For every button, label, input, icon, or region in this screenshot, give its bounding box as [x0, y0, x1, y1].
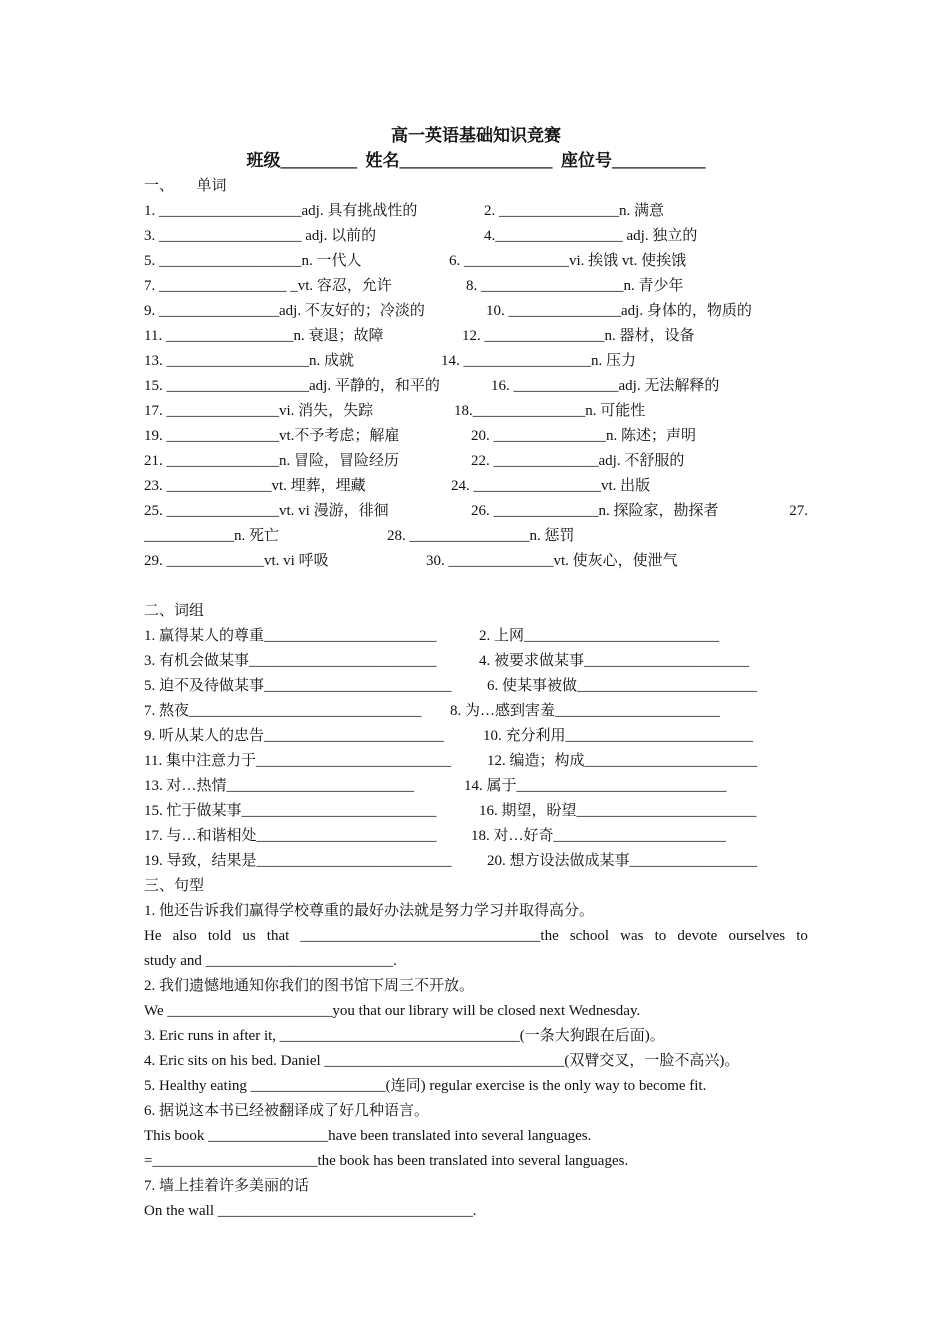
- vocab-item: 16. ______________adj. 无法解释的: [491, 378, 720, 394]
- sentence-word: ________________________________the: [300, 928, 559, 944]
- vocab-row: [144, 249, 808, 274]
- phrase-item: 12. 编造；构成_______________________: [487, 753, 758, 769]
- vocab-item: 22. ______________adj. 不舒服的: [471, 453, 685, 469]
- sentence-line: This book ________________have been translated into several languages.: [144, 1128, 592, 1144]
- vocab-item: 3. ___________________ adj. 以前的: [144, 228, 377, 244]
- sentence-line: 3. Eric runs in after it, ________________________________(一条大狗跟在后面)。: [144, 1028, 665, 1044]
- vocab-row: [144, 299, 808, 324]
- phrase-item: 1. 赢得某人的尊重_______________________: [144, 628, 437, 644]
- vocab-row: [144, 524, 808, 549]
- vocab-row: [144, 499, 808, 524]
- sentence-word: to: [654, 928, 667, 944]
- section-heading-vocab: 一、 单词: [144, 178, 227, 194]
- vocab-item: 17. _______________vi. 消失，失踪: [144, 403, 374, 419]
- vocab-item: 6. ______________vi. 挨饿 vt. 使挨饿: [449, 253, 687, 269]
- phrase-item: 10. 充分利用_________________________: [483, 728, 754, 744]
- vocab-item: 21. _______________n. 冒险，冒险经历: [144, 453, 400, 469]
- vocab-row: [144, 549, 808, 574]
- sentence-word: He: [144, 928, 162, 944]
- sentence-line: We ______________________you that our library will be closed next Wednesday.: [144, 1003, 641, 1019]
- vocab-item: 27.: [789, 503, 808, 519]
- vocab-item: 24. _________________vt. 出版: [451, 478, 651, 494]
- phrase-row: [144, 624, 808, 649]
- phrase-item: 18. 对…好奇_______________________: [471, 828, 727, 844]
- sentence-line: 5. Healthy eating __________________(连同) regular exercise is the only way to become fit.: [144, 1078, 707, 1094]
- phrase-item: 2. 上网__________________________: [479, 628, 720, 644]
- vocab-item: 18._______________n. 可能性: [454, 403, 646, 419]
- phrase-row: [144, 699, 808, 724]
- vocab-item: 8. ___________________n. 青少年: [466, 278, 684, 294]
- phrase-item: 11. 集中注意力于__________________________: [144, 753, 451, 769]
- vocab-item: 1. ___________________adj. 具有挑战性的: [144, 203, 418, 219]
- vocab-item: 4._________________ adj. 独立的: [484, 228, 698, 244]
- sentence-line: 4. Eric sits on his bed. Daniel ________________________________(双臂交叉，一脸不高兴)。: [144, 1053, 740, 1069]
- sentence-word: us: [242, 928, 256, 944]
- vocab-item: 12. ________________n. 器材，设备: [462, 328, 695, 344]
- vocab-row: [144, 449, 808, 474]
- vocab-list: [144, 199, 808, 574]
- phrase-row: [144, 749, 808, 774]
- sentence-word: ourselves: [728, 928, 786, 944]
- vocab-item: 26. ______________n. 探险家，勘探者: [471, 503, 719, 519]
- vocab-row: [144, 324, 808, 349]
- phrase-list: [144, 624, 808, 874]
- phrase-item: 14. 属于____________________________: [464, 778, 727, 794]
- sentence-line: =______________________the book has been translated into several languages.: [144, 1153, 629, 1169]
- sentence-line: [144, 924, 808, 949]
- vocab-item: 25. _______________vt. vi 漫游，徘徊: [144, 503, 389, 519]
- vocab-item: 30. ______________vt. 使灰心，使泄气: [426, 553, 678, 569]
- sentence-line: 6. 据说这本书已经被翻译成了好几种语言。: [144, 1103, 430, 1119]
- phrase-row: [144, 849, 808, 874]
- section-heading-sentences: 三、句型: [144, 878, 205, 894]
- phrase-item: 6. 使某事被做________________________: [487, 678, 758, 694]
- vocab-item: 11. _________________n. 衰退；故障: [144, 328, 384, 344]
- sentence-word: was: [620, 928, 644, 944]
- document-title: 高一英语基础知识竞赛: [391, 126, 561, 145]
- vocab-row: [144, 374, 808, 399]
- phrase-item: 17. 与…和谐相处________________________: [144, 828, 437, 844]
- sentence-line: 1. 他还告诉我们赢得学校尊重的最好办法就是努力学习并取得高分。: [144, 903, 595, 919]
- phrase-row: [144, 674, 808, 699]
- phrase-item: 9. 听从某人的忠告________________________: [144, 728, 445, 744]
- phrase-row: [144, 649, 808, 674]
- sentence-word: devote: [677, 928, 718, 944]
- vocab-item: ____________n. 死亡: [144, 528, 280, 544]
- phrase-row: [144, 824, 808, 849]
- sentence-line: 7. 墙上挂着许多美丽的话: [144, 1178, 310, 1194]
- phrase-row: [144, 774, 808, 799]
- phrase-item: 3. 有机会做某事_________________________: [144, 653, 437, 669]
- vocab-item: 10. _______________adj. 身体的，物质的: [486, 303, 752, 319]
- document-page: [144, 124, 808, 1224]
- sentence-word: told: [207, 928, 232, 944]
- phrase-item: 13. 对…热情_________________________: [144, 778, 415, 794]
- phrase-row: [144, 724, 808, 749]
- vocab-row: [144, 474, 808, 499]
- phrase-item: 8. 为…感到害羞______________________: [450, 703, 721, 719]
- vocab-item: 5. ___________________n. 一代人: [144, 253, 362, 269]
- vocab-item: 29. _____________vt. vi 呼吸: [144, 553, 329, 569]
- vocab-item: 9. ________________adj. 不友好的；冷淡的: [144, 303, 425, 319]
- phrase-item: 5. 迫不及待做某事_________________________: [144, 678, 452, 694]
- sentence-line: study and _________________________.: [144, 953, 397, 969]
- vocab-row: [144, 224, 808, 249]
- vocab-item: 23. ______________vt. 埋葬，埋藏: [144, 478, 366, 494]
- sentence-word: also: [172, 928, 197, 944]
- phrase-item: 20. 想方设法做成某事_________________: [487, 853, 758, 869]
- vocab-item: 20. _______________n. 陈述；声明: [471, 428, 697, 444]
- vocab-item: 2. ________________n. 满意: [484, 203, 665, 219]
- phrase-row: [144, 799, 808, 824]
- section-heading-phrases: 二、词组: [144, 603, 205, 619]
- sentence-word: school: [569, 928, 610, 944]
- vocab-item: 15. ___________________adj. 平静的，和平的: [144, 378, 440, 394]
- vocab-row: [144, 274, 808, 299]
- sentence-list: [144, 899, 808, 1224]
- phrase-item: 4. 被要求做某事______________________: [479, 653, 750, 669]
- sentence-line: On the wall __________________________________.: [144, 1203, 477, 1219]
- vocab-item: 7. _________________ _vt. 容忍，允许: [144, 278, 392, 294]
- spacer: [144, 574, 808, 599]
- phrase-item: 19. 导致，结果是__________________________: [144, 853, 452, 869]
- vocab-item: 14. _________________n. 压力: [441, 353, 637, 369]
- phrase-item: 7. 熬夜_______________________________: [144, 703, 422, 719]
- vocab-row: [144, 399, 808, 424]
- student-info-line: 班级_________ 姓名__________________ 座位号___________: [246, 151, 706, 170]
- vocab-item: 13. ___________________n. 成就: [144, 353, 355, 369]
- vocab-row: [144, 199, 808, 224]
- sentence-word: to: [796, 928, 808, 944]
- sentence-word: that: [266, 928, 290, 944]
- sentence-line: 2. 我们遗憾地通知你我们的图书馆下周三不开放。: [144, 978, 475, 994]
- vocab-row: [144, 349, 808, 374]
- vocab-item: 28. ________________n. 惩罚: [387, 528, 575, 544]
- vocab-item: 19. _______________vt.不予考虑；解雇: [144, 428, 400, 444]
- vocab-row: [144, 424, 808, 449]
- phrase-item: 15. 忙于做某事__________________________: [144, 803, 437, 819]
- phrase-item: 16. 期望，盼望________________________: [479, 803, 757, 819]
